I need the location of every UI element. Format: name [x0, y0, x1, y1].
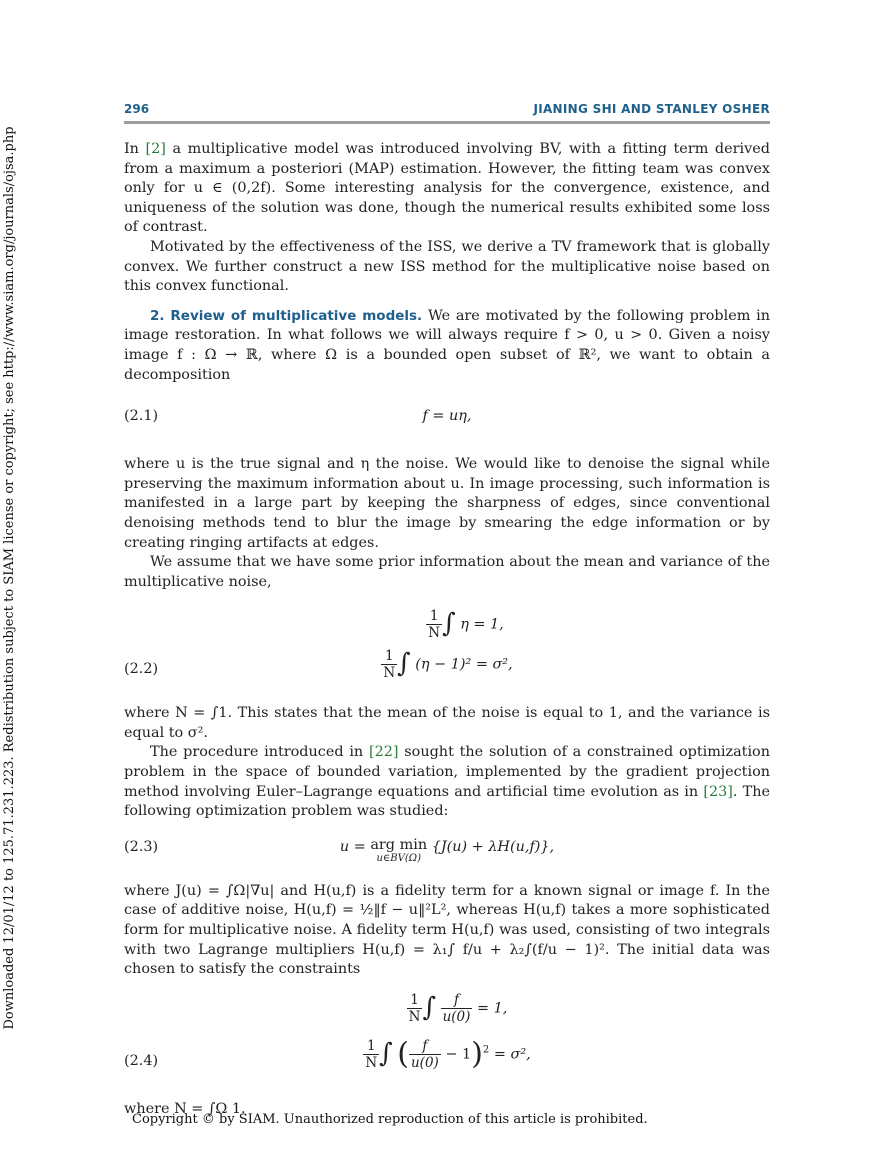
citation-link[interactable]: [22] [368, 744, 399, 761]
section-heading: 2. Review of multiplicative models. [150, 307, 423, 324]
copyright-footer: Copyright © by SIAM. Unauthorized reproduction of this article is prohibited. [132, 1112, 648, 1127]
download-side-note: Downloaded 12/01/12 to 125.71.231.223. Redistribution subject to SIAM license or copyright; see http://www.siam.org/journals/ojsa.php [2, 126, 17, 1030]
paragraph-closing: where N = ∫Ω 1. [124, 1100, 246, 1117]
equation-line-2: $\frac{1}{N}$ ∫ ( $\frac{f}{u(0)}$ − 1)$^2$ = σ², [365, 1036, 531, 1072]
equation-2-1 [124, 385, 770, 455]
paragraph-fidelity: where J(u) = ∫Ω|∇u| and H(u,f) is a fidelity term for a known signal or image f. In the case of additive noise, H(u,f) = ½‖f − u‖²L², whereas H(u,f) takes a more sophisticated form for multiplicative noise. A fidelity term H(u,f) was used, consisting of two integrals with two Lagrange multipliers H(u,f) = λ₁∫ f/u + λ₂∫(f/u − 1)². The initial data was chosen to satisfy the constraints [124, 882, 770, 978]
citation-link[interactable]: [23] [703, 783, 733, 800]
paragraph-noise-mean: where N = ∫1. This states that the mean of the noise is equal to 1, and the variance is equal to σ². [124, 705, 770, 741]
equation-math: u = arg min u∈BV(Ω) {J(u) + λH(u,f)}, [339, 836, 555, 864]
paragraph-procedure: The procedure introduced in [22] sought the solution of a constrained optimization problem in the space of bounded variation, implemented by the gradient projection method involving Euler–Lagrange equations and artificial time evolution as in [23]. The following optimization problem was studied: [124, 744, 770, 820]
equation-2-2 [124, 592, 770, 704]
running-header [124, 102, 770, 120]
equation-number: (2.1) [124, 408, 159, 425]
equation-number: (2.4) [124, 1052, 159, 1069]
equation-line-2: $\frac{1}{N}$ ∫ (η − 1)² = σ², [383, 648, 513, 682]
page-number: 296 [124, 102, 150, 116]
article-body [124, 140, 770, 1119]
header-rule [124, 121, 770, 124]
equation-2-3 [124, 822, 770, 882]
equation-2-4 [124, 980, 770, 1100]
equation-line-1: $\frac{1}{N}$ ∫ $\frac{f}{u(0)}$ = 1, [408, 991, 508, 1025]
running-authors: JIANING SHI AND STANLEY OSHER [533, 102, 770, 116]
equation-number: (2.2) [124, 661, 159, 678]
equation-math: f = uη, [422, 408, 472, 425]
paragraph-prior: We assume that we have some prior information about the mean and variance of the multiplicative noise, [124, 554, 770, 590]
equation-line-1: $\frac{1}{N}$ ∫ η = 1, [428, 608, 504, 642]
equation-number: (2.3) [124, 838, 159, 855]
paragraph-motivation: Motivated by the effectiveness of the ISS, we derive a TV framework that is globally convex. We further construct a new ISS method for the multiplicative noise based on this convex functional. [124, 238, 770, 295]
section-2-paragraph: 2. Review of multiplicative models. We are motivated by the following problem in image restoration. In what follows we will always require f > 0, u > 0. Given a noisy image f : Ω → ℝ, where Ω is a bounded open subset of ℝ², we want to obtain a decomposition [124, 307, 771, 383]
paragraph-intro: In [2] a multiplicative model was introduced involving BV, with a fitting term derived from a maximum a posteriori (MAP) estimation. However, the fitting team was convex only for u ∈ (0,2f). Some interesting analysis for the convergence, existence, and uniqueness of the solution was done, though the numerical results exhibited some loss of contrast. [124, 141, 770, 236]
paragraph-signal: where u is the true signal and η the noise. We would like to denoise the signal while preserving the maximum information about u. In image processing, such information is manifested in a large part by keeping the sharpness of edges, since conventional denoising methods tend to blur the image by smearing the edge information or by creating ringing artifacts at edges. [124, 456, 770, 551]
citation-link[interactable]: [2] [145, 141, 166, 157]
